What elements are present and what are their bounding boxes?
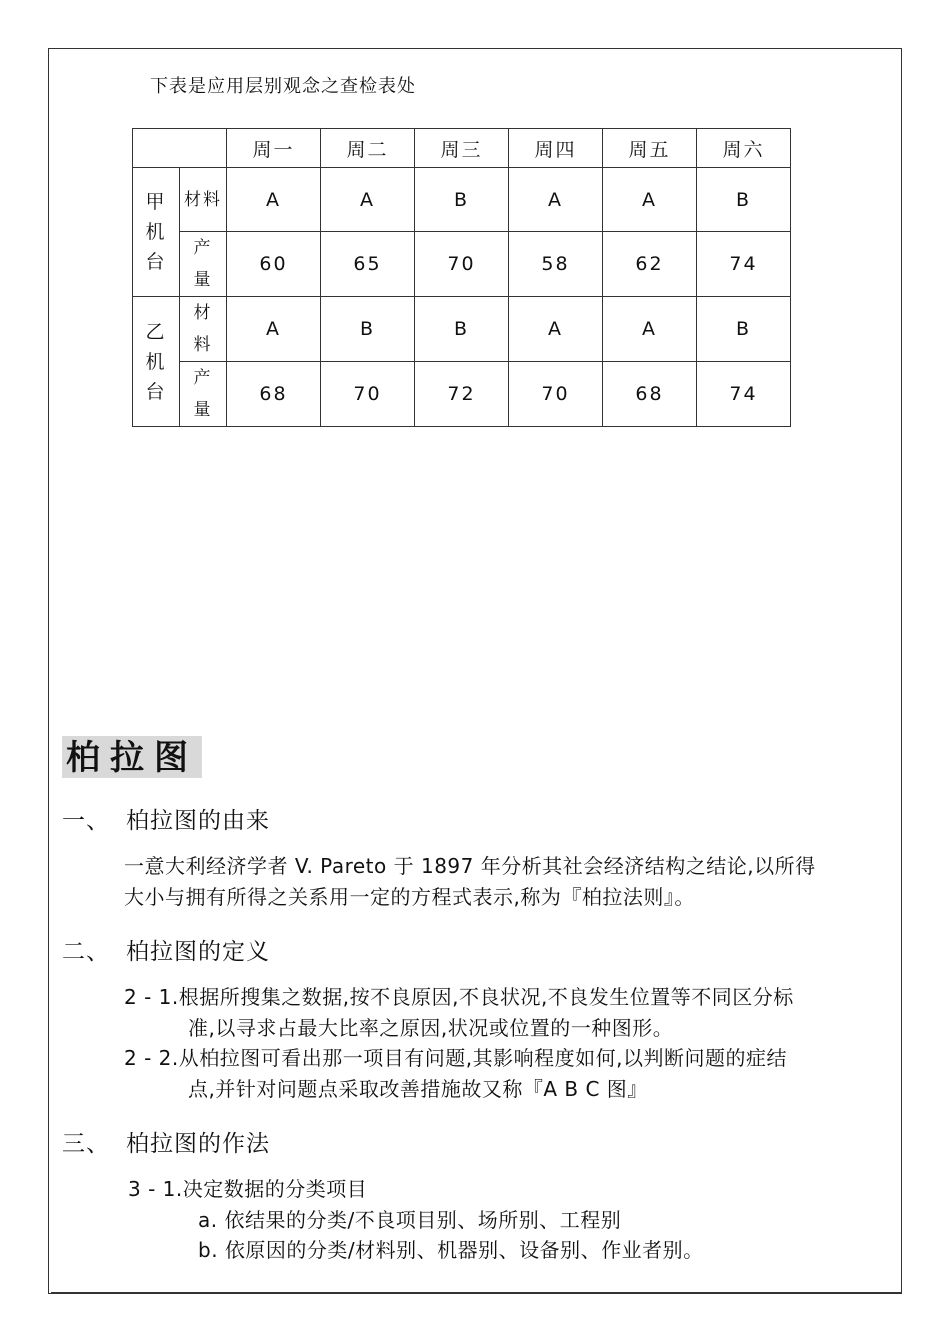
table-cell: A: [509, 168, 603, 232]
definition-item-line: 2 - 2.从柏拉图可看出那一项目有问题,其影响程度如何,以判断问题的症结: [124, 1046, 787, 1070]
table-cell: B: [697, 297, 791, 362]
section-heading: [62, 802, 270, 835]
section-number: 三、: [62, 1131, 110, 1157]
row-label: 产量: [180, 362, 227, 427]
day-header: 周四: [509, 129, 603, 168]
table-row: [133, 362, 791, 427]
origin-paragraph-line: 一意大利经济学者 V. Pareto 于 1897 年分析其社会经济结构之结论,以所得: [124, 854, 816, 878]
day-header: 周一: [227, 129, 321, 168]
table-row: [133, 232, 791, 297]
table-cell: 70: [509, 362, 603, 427]
table-cell: 62: [603, 232, 697, 297]
row-label: 材料: [180, 297, 227, 362]
table-cell: 58: [509, 232, 603, 297]
method-sub-item: b. 依原因的分类/材料别、机器别、设备别、作业者别。: [198, 1238, 704, 1262]
table-intro: 下表是应用层别观念之查检表处: [150, 76, 416, 97]
table-cell: 68: [227, 362, 321, 427]
table-cell: A: [321, 168, 415, 232]
table-row: [133, 168, 791, 232]
table-cell: B: [321, 297, 415, 362]
table-corner: [133, 129, 227, 168]
table-cell: A: [227, 168, 321, 232]
table-cell: B: [697, 168, 791, 232]
section-number: 一、: [62, 808, 110, 834]
day-header: 周五: [603, 129, 697, 168]
definition-item-line: 准,以寻求占最大比率之原因,状况或位置的一种图形。: [188, 1016, 674, 1040]
section-heading: [62, 933, 270, 966]
page-title: 柏拉图: [62, 736, 202, 778]
row-label: 产量: [180, 232, 227, 297]
table-cell: 72: [415, 362, 509, 427]
machine-label: 乙机台: [133, 297, 180, 427]
section-number: 二、: [62, 939, 110, 965]
table-cell: 74: [697, 362, 791, 427]
origin-paragraph-line: 大小与拥有所得之关系用一定的方程式表示,称为『柏拉法则』。: [124, 885, 695, 909]
day-header: 周三: [415, 129, 509, 168]
table-cell: 70: [321, 362, 415, 427]
section-title: 柏拉图的由来: [126, 808, 270, 834]
table-cell: 68: [603, 362, 697, 427]
table-cell: A: [603, 297, 697, 362]
table-cell: B: [415, 297, 509, 362]
machine-label: 甲机台: [133, 168, 180, 297]
page-border-bottom: [51, 1292, 901, 1295]
table-cell: 70: [415, 232, 509, 297]
day-header: 周六: [697, 129, 791, 168]
table-row: [133, 297, 791, 362]
method-item-line: 3 - 1.决定数据的分类项目: [128, 1177, 368, 1201]
row-label: 材料: [180, 168, 227, 232]
table-cell: B: [415, 168, 509, 232]
section-title: 柏拉图的作法: [126, 1131, 270, 1157]
section-heading: [62, 1125, 270, 1158]
table-cell: 74: [697, 232, 791, 297]
table-cell: A: [603, 168, 697, 232]
table-cell: 65: [321, 232, 415, 297]
method-sub-item: a. 依结果的分类/不良项目别、场所别、工程别: [198, 1208, 622, 1232]
check-table: [132, 128, 791, 427]
day-header: 周二: [321, 129, 415, 168]
definition-item-line: 点,并针对问题点采取改善措施故又称『A B C 图』: [188, 1077, 648, 1101]
table-header-row: [133, 129, 791, 168]
table-cell: A: [509, 297, 603, 362]
table-cell: A: [227, 297, 321, 362]
table-cell: 60: [227, 232, 321, 297]
definition-item-line: 2 - 1.根据所搜集之数据,按不良原因,不良状况,不良发生位置等不同区分标: [124, 985, 794, 1009]
section-title: 柏拉图的定义: [126, 939, 270, 965]
